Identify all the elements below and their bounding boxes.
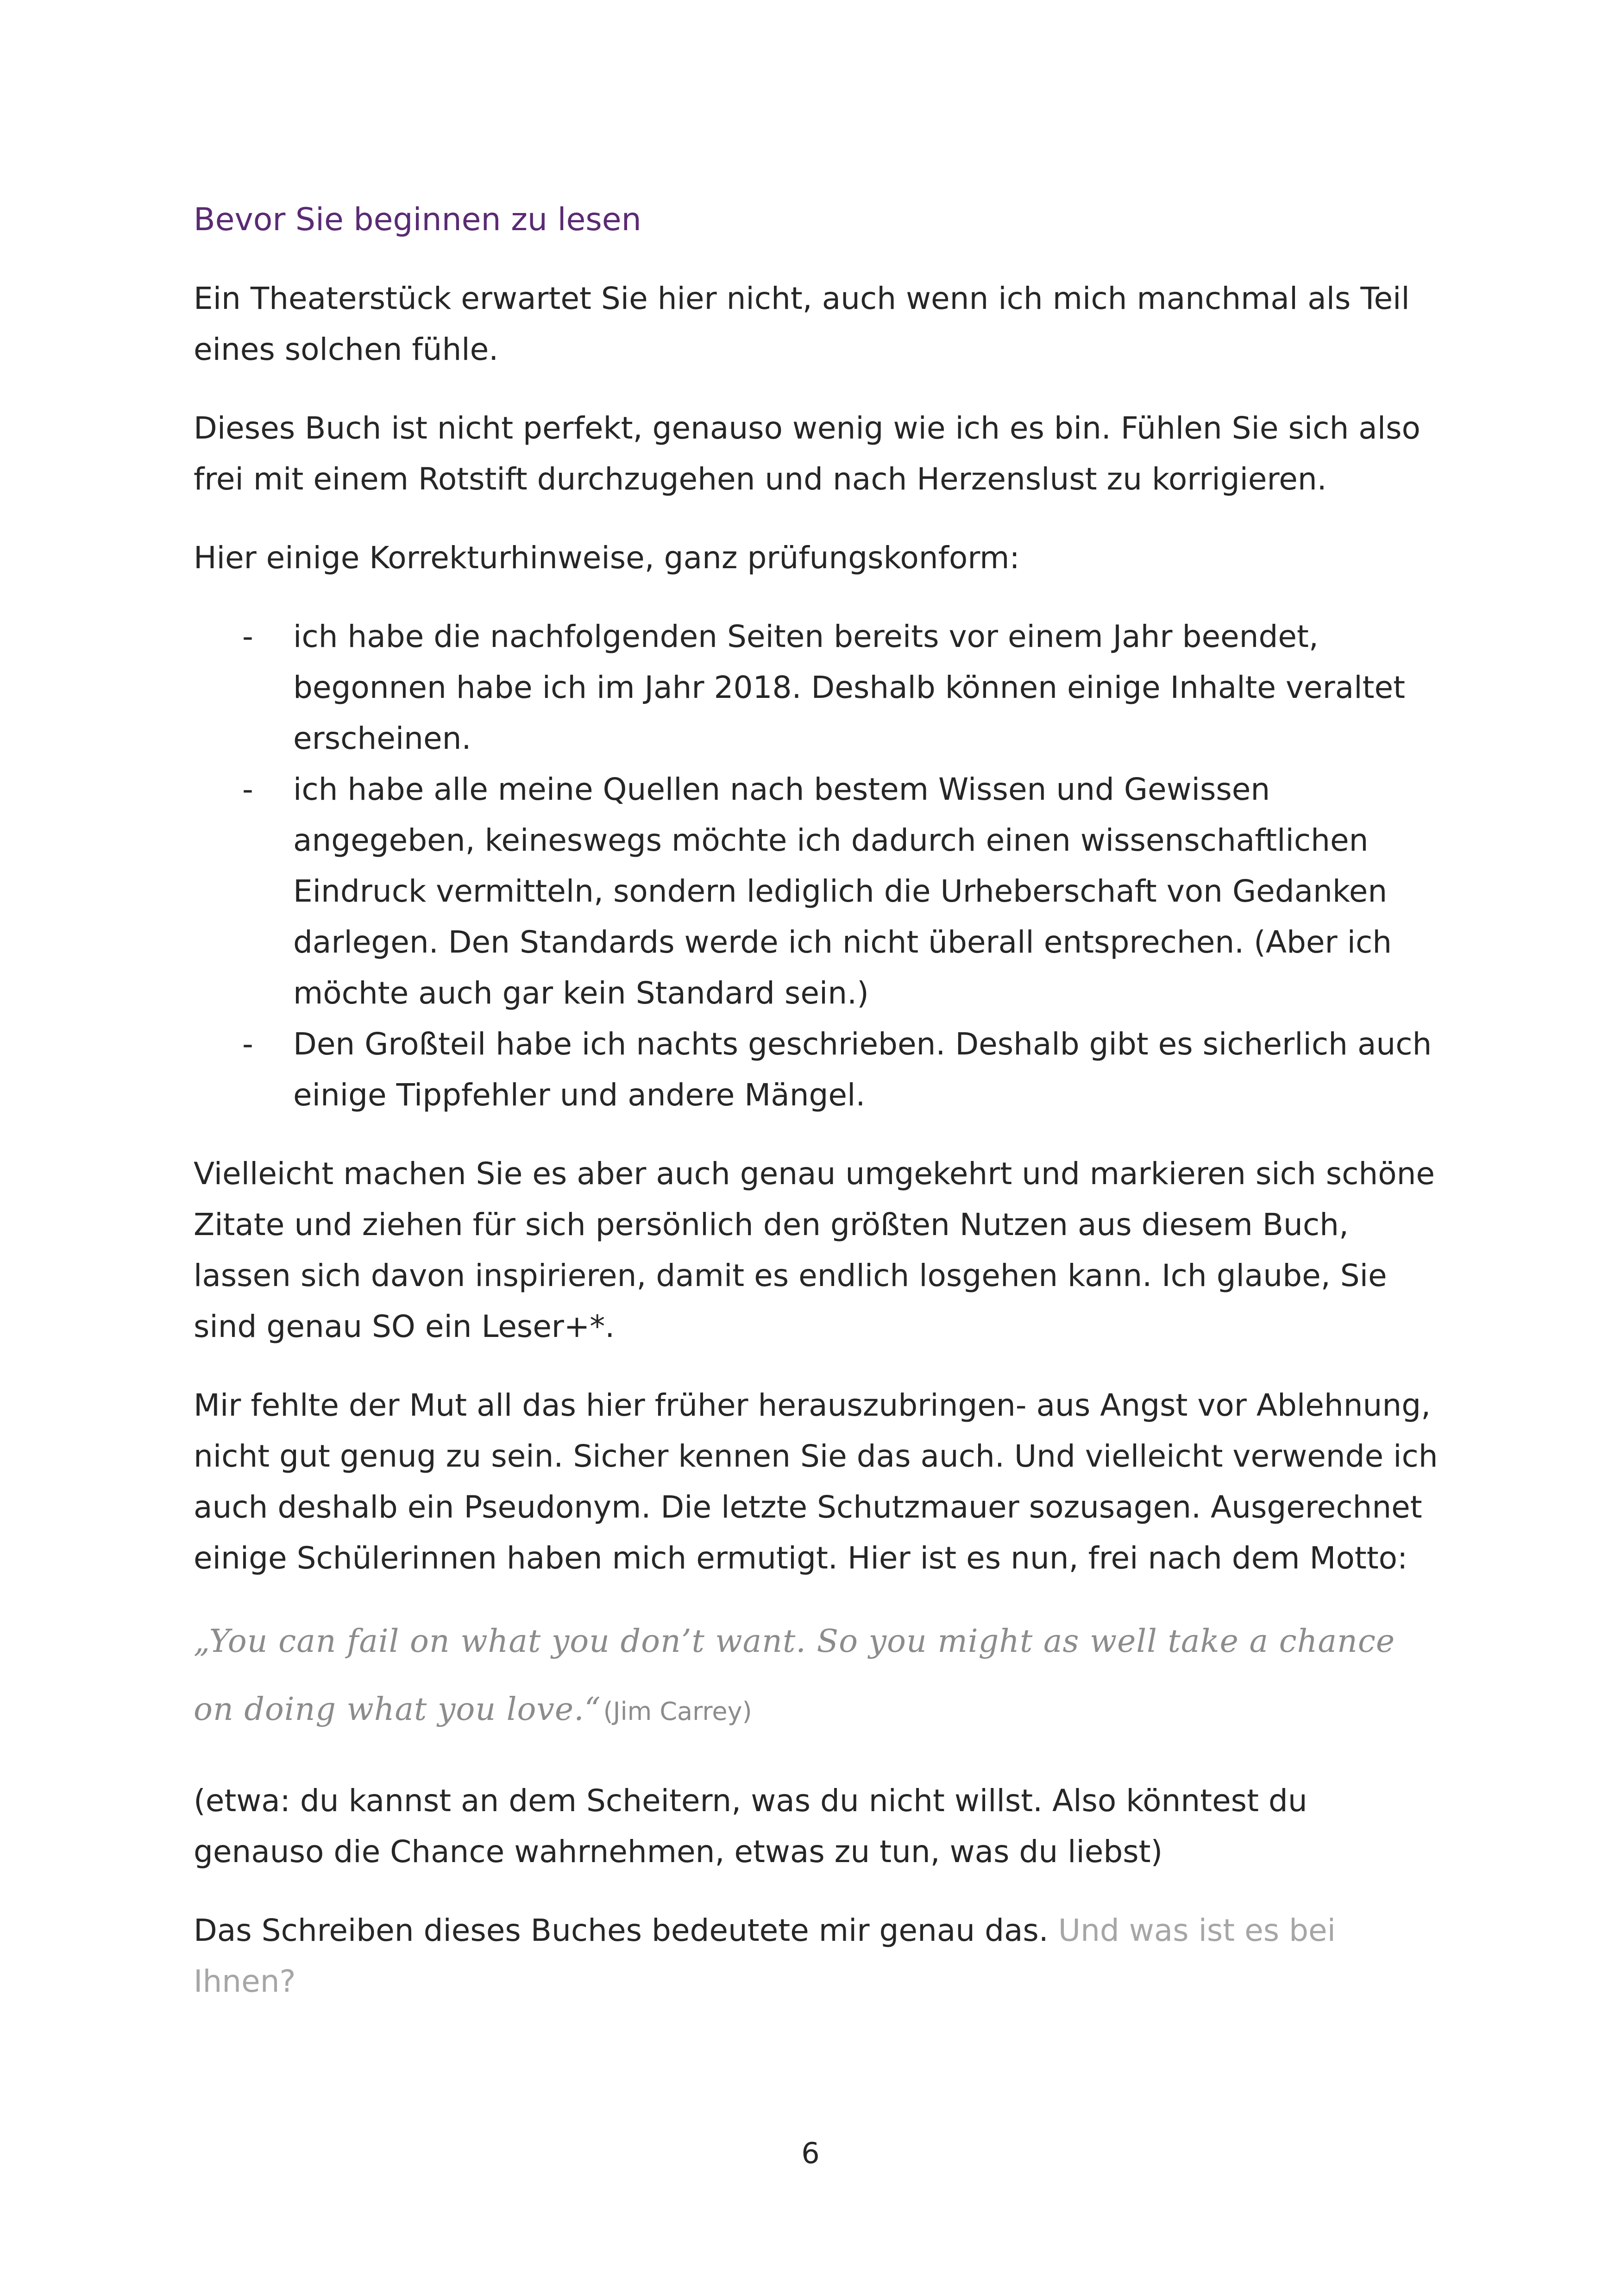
list-bullet: - [242,1026,253,1062]
quote-author: (Jim Carrey) [603,1697,752,1726]
list-item-text: Den Großteil habe ich nachts geschrieben. Deshalb gibt es sicherlich auch einige Tippfehler und andere Mängel. [293,1026,1432,1113]
page-number: 6 [801,2136,820,2170]
quote-text: „You can fail on what you don’t want. So you might as well take a chance on doing what you love.“ [194,1623,1395,1728]
correction-notes-list [194,611,1444,1121]
list-item [194,764,1444,1019]
courage-paragraph: Mir fehlte der Mut all das hier früher herauszubringen- aus Angst vor Ablehnung, nicht gut genug zu sein. Sicher kennen Sie das auch. Und vielleicht verwende ich auch deshalb ein Pseudonym. Die letzte Schutzmauer sozusagen. Ausgerechnet einige Schülerinnen haben mich ermutigt. Hier ist es nun, frei nach dem Motto: [194,1387,1438,1576]
list-bullet: - [242,619,253,654]
closing-question: Und was ist es bei Ihnen? [194,1913,1336,1999]
list-item-text: ich habe alle meine Quellen nach bestem Wissen und Gewissen angegeben, keineswegs möchte ich dadurch einen wissenschaftlichen Eindruck vermitteln, sondern lediglich die Urheberschaft von Gedanken darlegen. Den Standards werde ich nicht überall entsprechen. (Aber ich möchte auch gar kein Standard sein.) [293,772,1392,1011]
intro-paragraph: Ein Theaterstück erwartet Sie hier nicht, auch wenn ich mich manchmal als Teil eines solchen fühle. [194,281,1410,367]
closing-paragraph [194,1905,1444,2007]
list-item [194,611,1444,764]
correction-intro-paragraph: Hier einige Korrekturhinweise, ganz prüfungskonform: [194,540,1020,576]
page-content [194,194,1444,2035]
section-heading: Bevor Sie beginnen zu lesen [194,201,641,238]
list-item-text: ich habe die nachfolgenden Seiten bereits vor einem Jahr beendet, begonnen habe ich im Jahr 2018. Deshalb können einige Inhalte veraltet erscheinen. [293,619,1405,756]
reader-paragraph: Vielleicht machen Sie es aber auch genau umgekehrt und markieren sich schöne Zitate und ziehen für sich persönlich den größten Nutzen aus diesem Buch, lassen sich davon inspirieren, damit es endlich losgehen kann. Ich glaube, Sie sind genau SO ein Leser+*. [194,1156,1435,1344]
translation-paragraph: (etwa: du kannst an dem Scheitern, was du nicht willst. Also könntest du genauso die Chance wahrnehmen, etwas zu tun, was du liebst) [194,1783,1307,1869]
list-bullet: - [242,772,253,807]
list-item [194,1019,1444,1121]
closing-text: Das Schreiben dieses Buches bedeutete mir genau das. [194,1913,1049,1948]
motto-quote [194,1612,1444,1748]
imperfection-paragraph: Dieses Buch ist nicht perfekt, genauso wenig wie ich es bin. Fühlen Sie sich also frei mit einem Rotstift durchzugehen und nach Herzenslust zu korrigieren. [194,410,1420,497]
